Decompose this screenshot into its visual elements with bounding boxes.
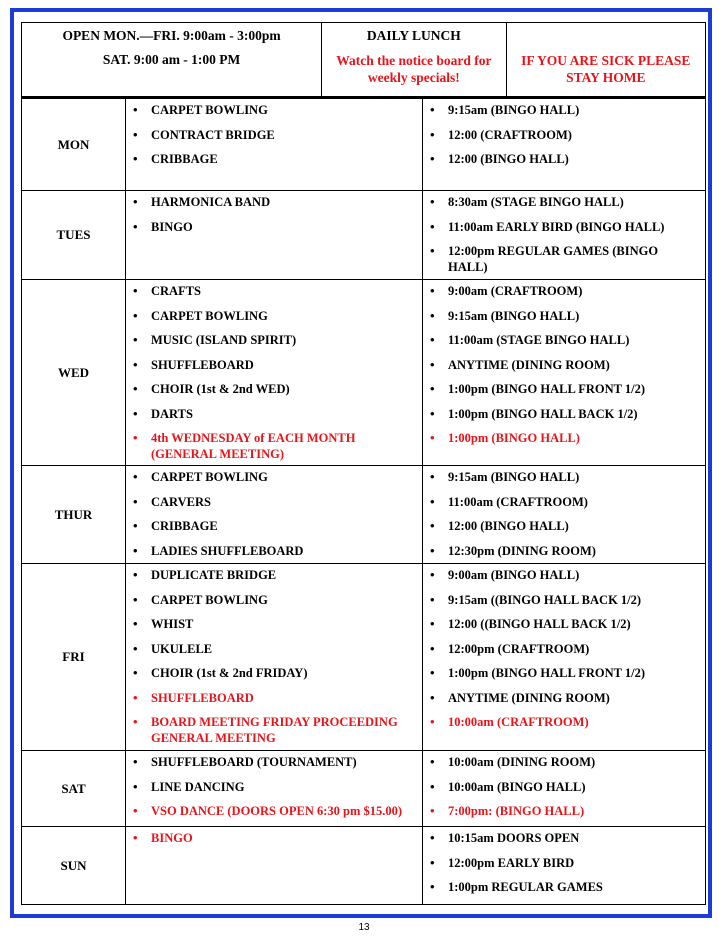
list-item: • CONTRACT BRIDGE [126, 127, 422, 143]
schedule-row-wed [22, 280, 705, 466]
hours-cell [22, 23, 322, 96]
activities-cell [126, 466, 423, 563]
list-item: • 9:00am (CRAFTROOM) [423, 283, 705, 299]
times-cell [423, 191, 705, 279]
hours-saturday: SAT. 9:00 am - 1:00 PM [102, 52, 241, 67]
list-item: • DARTS [126, 406, 422, 422]
day-label: WED [22, 280, 126, 465]
list-item: • ANYTIME (DINING ROOM) [423, 357, 705, 373]
schedule-table [21, 97, 706, 905]
list-item: • DUPLICATE BRIDGE [126, 567, 422, 583]
list-item: • 12:00 (BINGO HALL) [423, 518, 705, 534]
page-number: 13 [358, 922, 370, 933]
list-item: • LADIES SHUFFLEBOARD [126, 543, 422, 559]
lunch-note: Watch the notice board for weekly specials! [336, 53, 492, 85]
list-item: • 10:15am DOORS OPEN [423, 830, 705, 846]
lunch-title: DAILY LUNCH [366, 28, 461, 43]
list-item [423, 714, 705, 730]
header-table [21, 22, 706, 97]
highlighted-time: 10:00am [448, 715, 494, 729]
list-item: • 10:00am (DINING ROOM) [423, 754, 705, 770]
list-item: • CARPET BOWLING [126, 592, 422, 608]
highlighted-time: 7:00pm: [448, 804, 493, 818]
list-item: • CARPET BOWLING [126, 102, 422, 118]
list-item: • 9:15am (BINGO HALL) [423, 102, 705, 118]
list-item: • CHOIR (1st & 2nd FRIDAY) [126, 665, 422, 681]
day-label: FRI [22, 564, 126, 750]
schedule-row-tues [22, 191, 705, 280]
activities-cell [126, 99, 423, 190]
list-item: • 9:15am ((BINGO HALL BACK 1/2) [423, 592, 705, 608]
list-item: • 11:00am EARLY BIRD (BINGO HALL) [423, 219, 705, 235]
times-cell [423, 827, 705, 904]
list-item: • 9:00am (BINGO HALL) [423, 567, 705, 583]
list-item: • CRIBBAGE [126, 518, 422, 534]
list-item: • 12:30pm (DINING ROOM) [423, 543, 705, 559]
list-item: • 12:00 ((BINGO HALL BACK 1/2) [423, 616, 705, 632]
list-item: • 12:00 (CRAFTROOM) [423, 127, 705, 143]
list-item [423, 803, 705, 819]
times-cell [423, 280, 705, 465]
list-item: • 9:15am (BINGO HALL) [423, 308, 705, 324]
day-label: MON [22, 99, 126, 190]
list-item: • BINGO [126, 219, 422, 235]
list-item: • SHUFFLEBOARD [126, 357, 422, 373]
list-item: • 11:00am (CRAFTROOM) [423, 494, 705, 510]
day-label: TUES [22, 191, 126, 279]
list-item: • CHOIR (1st & 2nd WED) [126, 381, 422, 397]
list-item: • 1:00pm (BINGO HALL) [423, 430, 705, 446]
list-item: • 1:00pm (BINGO HALL FRONT 1/2) [423, 665, 705, 681]
list-item: • CRAFTS [126, 283, 422, 299]
list-item: • MUSIC (ISLAND SPIRIT) [126, 332, 422, 348]
location-text: (BINGO HALL) [492, 804, 585, 818]
list-item: • 12:00pm EARLY BIRD [423, 855, 705, 871]
activities-cell [126, 827, 423, 904]
list-item: • SHUFFLEBOARD [126, 690, 422, 706]
list-item: • 9:15am (BINGO HALL) [423, 469, 705, 485]
list-item: • LINE DANCING [126, 779, 422, 795]
list-item: • 4th WEDNESDAY of EACH MONTH (GENERAL MEETING) [126, 430, 422, 462]
lunch-cell [322, 23, 506, 96]
list-item: • VSO DANCE (DOORS OPEN 6:30 pm $15.00) [126, 803, 422, 819]
day-label: SUN [22, 827, 126, 904]
location-text: (CRAFTROOM) [493, 715, 589, 729]
list-item: • BOARD MEETING FRIDAY PROCEEDING GENERAL MEETING [126, 714, 422, 746]
list-item: • ANYTIME (DINING ROOM) [423, 690, 705, 706]
list-item: • 1:00pm (BINGO HALL BACK 1/2) [423, 406, 705, 422]
activities-cell [126, 280, 423, 465]
times-cell [423, 99, 705, 190]
list-item: • BINGO [126, 830, 422, 846]
schedule-row-mon [22, 99, 705, 191]
list-item: • SHUFFLEBOARD (TOURNAMENT) [126, 754, 422, 770]
times-cell [423, 751, 705, 826]
schedule-row-fri [22, 564, 705, 751]
list-item: • 10:00am (BINGO HALL) [423, 779, 705, 795]
list-item: • WHIST [126, 616, 422, 632]
list-item: • 8:30am (STAGE BINGO HALL) [423, 194, 705, 210]
list-item: • CARPET BOWLING [126, 469, 422, 485]
list-item: • HARMONICA BAND [126, 194, 422, 210]
times-cell [423, 564, 705, 750]
times-cell [423, 466, 705, 563]
list-item: • CARVERS [126, 494, 422, 510]
schedule-row-sun [22, 827, 705, 904]
activities-cell [126, 191, 423, 279]
list-item: • 1:00pm REGULAR GAMES [423, 879, 705, 895]
list-item: • 12:00pm (CRAFTROOM) [423, 641, 705, 657]
list-item: • 1:00pm (BINGO HALL FRONT 1/2) [423, 381, 705, 397]
day-label: THUR [22, 466, 126, 563]
list-item: • 12:00 (BINGO HALL) [423, 151, 705, 167]
list-item: • 12:00pm REGULAR GAMES (BINGO HALL) [423, 243, 705, 275]
list-item: • CRIBBAGE [126, 151, 422, 167]
list-item: • UKULELE [126, 641, 422, 657]
list-item: • CARPET BOWLING [126, 308, 422, 324]
activities-cell [126, 564, 423, 750]
sick-notice-cell [507, 23, 705, 96]
schedule-row-thur [22, 466, 705, 564]
schedule-row-sat [22, 751, 705, 827]
activities-cell [126, 751, 423, 826]
list-item: • 11:00am (STAGE BINGO HALL) [423, 332, 705, 348]
day-label: SAT [22, 751, 126, 826]
sick-notice: IF YOU ARE SICK PLEASE STAY HOME [521, 53, 691, 85]
hours-weekday: OPEN MON.—FRI. 9:00am - 3:00pm [62, 28, 281, 43]
